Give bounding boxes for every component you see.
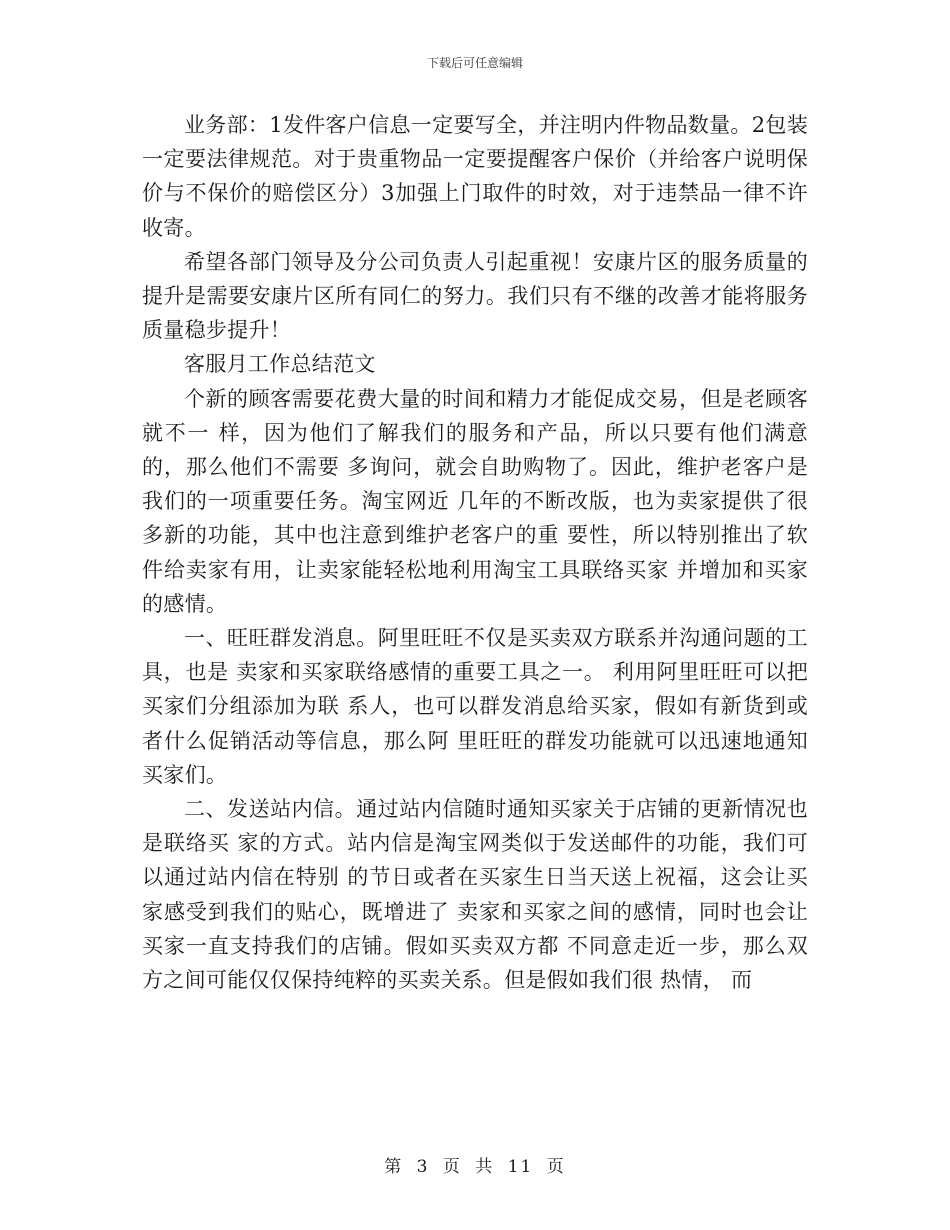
paragraph-appeal: 希望各部门领导及分公司负责人引起重视！安康片区的服务质量的提升是需要安康片区所有同仁的努力。我们只有不继的改善才能将服务质量稳步提升！ — [142, 249, 808, 343]
paragraph-wangwang: 一、旺旺群发消息。阿里旺旺不仅是买卖双方联系并沟通问题的工具，也是 卖家和买家联络感情的重要工具之一。 利用阿里旺旺可以把买家们分组添加为联 系人，也可以群发消息给买家，假如有新货到或者什么促销活动等信息，那么阿 里旺旺的群发功能就可以迅速地通知买家们。 — [142, 626, 808, 787]
header-note: 下载后可任意编辑 — [426, 56, 523, 70]
paragraph-business-dept: 业务部：1发件客户信息一定要写全，并注明内件物品数量。2包装一定要法律规范。对于贵重物品一定要提醒客户保价（并给客户说明保价与不保价的赔偿区分）3加强上门取件的时效，对于违禁品一律不许收寄。 — [142, 113, 808, 240]
page-number: 第 3 页 共 11 页 — [384, 1157, 566, 1177]
paragraph-intro: 个新的顾客需要花费大量的时间和精力才能促成交易，但是老顾客就不一 样，因为他们了解我们的服务和产品，所以只要有他们满意的，那么他们不需要 多询问，就会自助购物了。因此，维护老客户是我们的一项重要任务。淘宝网近 几年的不断改版，也为卖家提供了很多新的功能，其中也注意到维护老客户的重 要性，所以特别推出了软件给卖家有用，让卖家能轻松地利用淘宝工具联络买家 并增加和买家的感情。 — [142, 386, 808, 616]
paragraph-site-message: 二、发送站内信。通过站内信随时通知买家关于店铺的更新情况也是联络买 家的方式。站内信是淘宝网类似于发送邮件的功能，我们可以通过站内信在特别 的节日或者在买家生日当天送上祝福，这会让买家感受到我们的贴心，既增进了 卖家和买家之间的感情，同时也会让买家一直支持我们的店铺。假如买卖双方都 不同意走近一步，那么双方之间可能仅仅保持纯粹的买卖关系。但是假如我们很 热情， 而 — [142, 797, 808, 993]
section-title: 客服月工作总结范文 — [184, 352, 376, 377]
document-body — [142, 108, 808, 997]
